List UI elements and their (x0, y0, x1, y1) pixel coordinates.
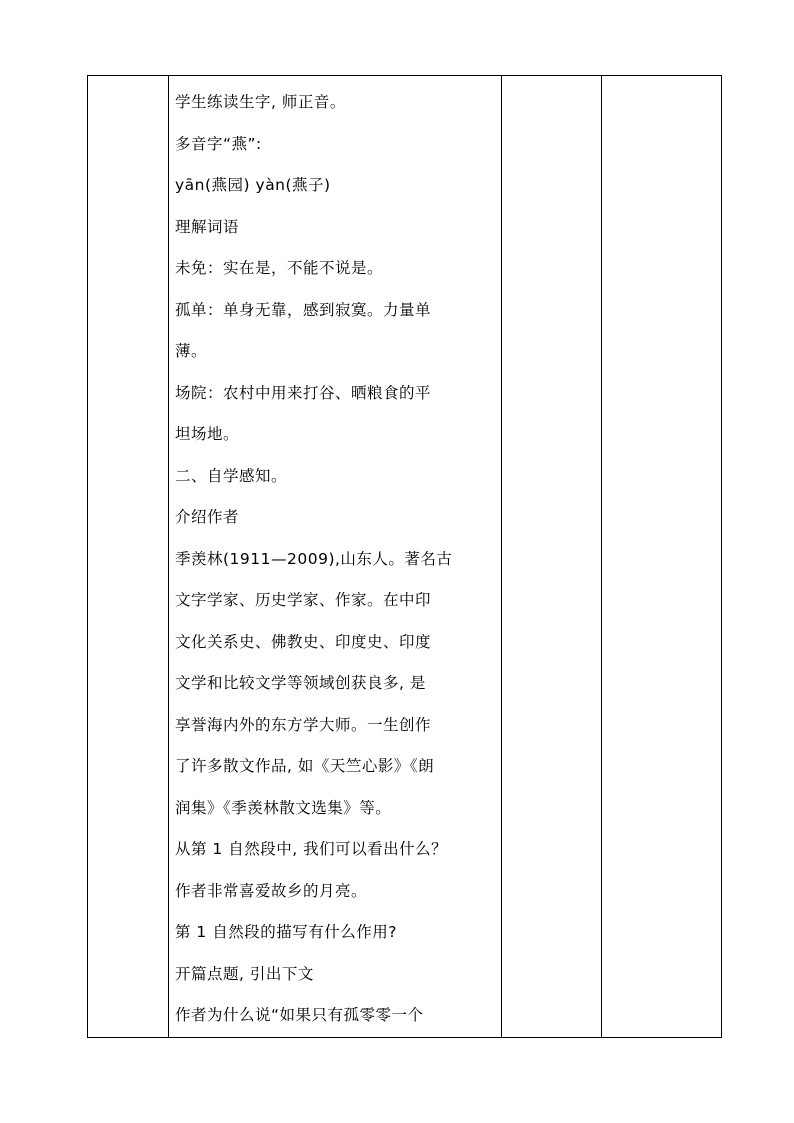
text-line: 享誉海内外的东方学大师。一生创作 (175, 715, 432, 734)
text-line: 作者非常喜爱故乡的月亮。 (175, 881, 368, 900)
text-line: 学生练读生字, 师正音。 (175, 93, 346, 111)
text-line: 文字学家、历史学家、作家。在中印 (175, 591, 432, 609)
text-line: 场院：农村中用来打谷、晒粮食的平 (175, 383, 432, 402)
text-line: 薄。 (175, 342, 208, 360)
text-line: 理解词语 (175, 217, 240, 236)
text-line: 作者为什么说“如果只有孤零零一个 (175, 1006, 424, 1024)
text-line: 介绍作者 (175, 508, 240, 526)
text-line: 开篇点题, 引出下文 (175, 964, 314, 983)
text-line: 文学和比较文学等领域创获良多, 是 (175, 674, 426, 692)
empty-cell-right (602, 76, 722, 1038)
text-line: 从第 1 自然段中, 我们可以看出什么？ (175, 840, 448, 858)
text-line: 了许多散文作品, 如《天竺心影》《朗 (175, 757, 435, 775)
text-line: 坦场地。 (175, 425, 240, 443)
text-line: 文化关系史、佛教史、印度史、印度 (175, 632, 432, 651)
lesson-plan-table (87, 75, 722, 1038)
empty-cell-left (88, 76, 169, 1038)
text-line: 第 1 自然段的描写有什么作用? (175, 923, 397, 941)
text-line: 孤单：单身无靠，感到寂寞。力量单 (175, 300, 432, 319)
text-line: 未免：实在是，不能不说是。 (175, 259, 384, 277)
text-line: yān(燕园) yàn(燕子) (175, 176, 331, 194)
text-line: 润集》《季羡林散文选集》等。 (175, 798, 392, 817)
text-line: 多音字“燕”: (175, 134, 262, 153)
empty-cell-middle (502, 76, 602, 1038)
table-row (88, 76, 722, 1038)
text-line: 季羡林(1911—2009),山东人。著名古 (175, 549, 453, 568)
content-cell (169, 76, 502, 1038)
text-line: 二、自学感知。 (175, 466, 288, 485)
